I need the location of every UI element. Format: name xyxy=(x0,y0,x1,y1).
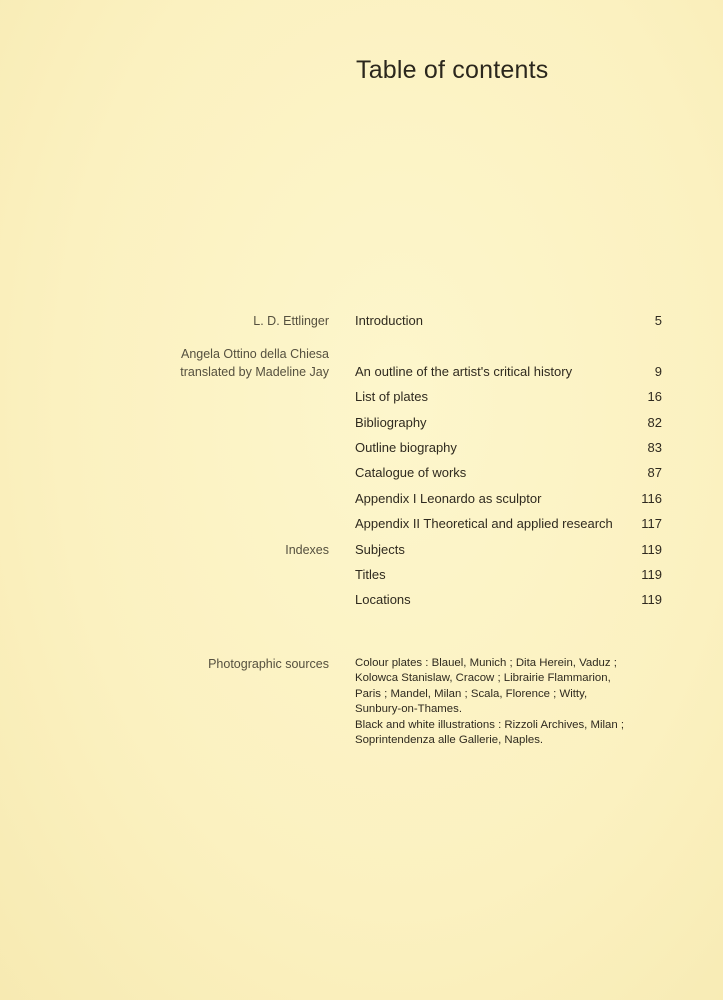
toc-entry-page: 82 xyxy=(647,415,662,430)
sources-line: Black and white illustrations : Rizzoli Archives, Milan ; xyxy=(355,718,625,731)
toc-entry-title: Titles xyxy=(355,567,386,582)
toc-entry-page: 116 xyxy=(641,491,662,506)
toc-entry-title: Catalogue of works xyxy=(355,465,467,480)
toc-entry-page: 119 xyxy=(641,542,662,557)
sources-line: Sunbury-on-Thames. xyxy=(355,703,462,716)
toc-entry-page: 117 xyxy=(641,516,662,531)
page-title: Table of contents xyxy=(356,56,549,84)
author-chiesa-name: Angela Ottino della Chiesa xyxy=(180,347,329,361)
toc-entry-page: 119 xyxy=(641,592,662,607)
author-chiesa xyxy=(180,345,329,381)
photographic-sources-text xyxy=(355,656,655,748)
toc-entry-page: 16 xyxy=(647,389,662,404)
toc-entry-page: 119 xyxy=(641,567,662,582)
sources-line: Kolowca Stanislaw, Cracow ; Librairie Flammarion, xyxy=(355,672,611,685)
toc-entry-title: Appendix I Leonardo as sculptor xyxy=(355,491,542,506)
toc-entry-title: Subjects xyxy=(355,542,405,557)
photographic-sources-label: Photographic sources xyxy=(208,657,329,671)
toc-entry-title: Locations xyxy=(355,592,411,607)
author-ettlinger: L. D. Ettlinger xyxy=(253,314,329,328)
author-chiesa-translator: translated by Madeline Jay xyxy=(180,365,329,379)
toc-entry-title: List of plates xyxy=(355,389,428,404)
toc-entry-title: Outline biography xyxy=(355,440,457,455)
sources-line: Soprintendenza alle Gallerie, Naples. xyxy=(355,734,544,747)
toc-entry-title: An outline of the artist's critical history xyxy=(355,364,573,379)
toc-entry-page: 83 xyxy=(647,440,662,455)
toc-entry-title: Bibliography xyxy=(355,415,427,430)
toc-entry-page: 87 xyxy=(647,465,662,480)
sources-line: Paris ; Mandel, Milan ; Scala, Florence ; Witty, xyxy=(355,687,588,700)
sources-line: Colour plates : Blauel, Munich ; Dita Herein, Vaduz ; xyxy=(355,657,617,669)
indexes-label: Indexes xyxy=(285,543,329,557)
toc-entry-title: Appendix II Theoretical and applied research xyxy=(355,516,613,531)
toc-entry-page: 9 xyxy=(654,364,662,379)
toc-entry-title: Introduction xyxy=(355,313,423,328)
toc-entry-page: 5 xyxy=(654,313,662,328)
